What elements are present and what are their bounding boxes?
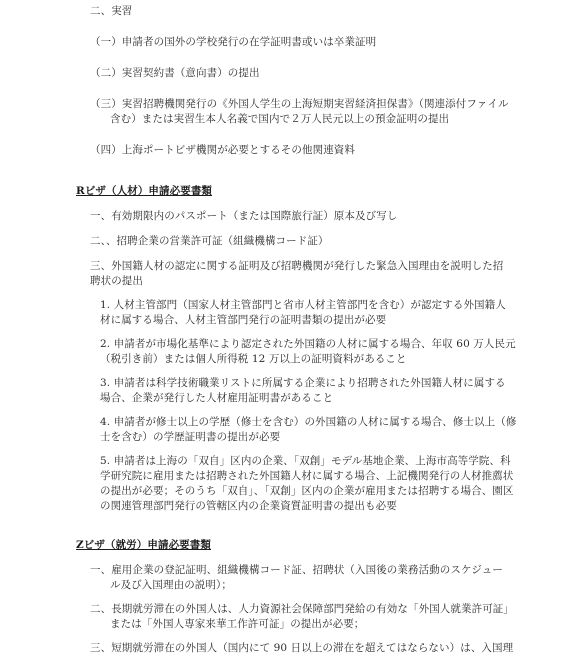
r-visa-line-1: 一、有効期限内のパスポート（または国際旅行証）原本及び写し — [90, 210, 398, 222]
internship-item-1: （一）申請者の国外の学校発行の在学証明書或いは卒業証明 — [90, 36, 377, 48]
r-visa-line-4: 聘状の提出 — [90, 275, 143, 287]
z-visa-line-4: または「外国人専家来華工作許可証」の提出が必要； — [110, 618, 365, 630]
r-visa-point-3-line-1: 3. 申請者は科学技術職業リストに所属する企業により招聘された外国籍人材に属する — [100, 377, 506, 389]
r-visa-point-4-line-2: 士を含む）の学歴証明書の提出が必要 — [100, 431, 281, 443]
z-visa-line-3: 二、長期就労滞在の外国人は、人力資源社会保障部門発給の有効な「外国人就業許可証」 — [90, 603, 514, 615]
r-visa-heading — [76, 184, 212, 199]
r-visa-point-2-line-1: 2. 申請者が市場化基準により認定された外国籍の人材に属する場合、年収 60 万人民元 — [100, 338, 516, 350]
r-visa-point-5-line-2: 学研究院に雇用または招聘された外国籍人材に属する場合、上記機関発行の人材推薦状 — [100, 470, 514, 482]
r-visa-line-2: 二、、招聘企業の営業許可証（組織機構コード証） — [90, 235, 329, 247]
r-visa-line-3: 三、外国籍人材の認定に関する証明及び招聘機関が発行した緊急入国理由を説明した招 — [90, 260, 504, 272]
r-visa-point-1-line-1: 1. 人材主管部門（国家人材主管部門と省市人材主管部門を含む）が認定する外国籍人 — [100, 299, 506, 311]
z-visa-line-5: 三、短期就労滞在の外国人（国内にて 90 日以上の滞在を超えてはならない）は、入国理 — [90, 642, 514, 654]
internship-item-3-line-1: （三）実習招聘機関発行の《外国人学生の上海短期実習経済担保書》（関連添付ファイル — [90, 98, 509, 110]
r-visa-point-4-line-1: 4. 申請者が修士以上の学歴（修士を含む）の外国籍の人材に属する場合、修士以上（修 — [100, 416, 517, 428]
z-visa-line-1: 一、雇用企業の登記証明、組織機構コード証、招聘状（入国後の業務活動のスケジュー — [90, 564, 503, 576]
z-visa-heading — [76, 538, 211, 553]
internship-item-4: （四）上海ポートビザ機関が必要とするその他関連資料 — [90, 144, 355, 156]
z-visa-heading-text: Zビザ（就労）申請必要書類 — [76, 539, 211, 551]
section-title-internship: 二、実習 — [90, 5, 133, 17]
r-visa-point-5-line-1: 5. 申請者は上海の「双自」区内の企業、「双創」モデル基地企業、上海市高等学院、科 — [100, 455, 511, 467]
internship-item-3-line-2: 含む）または実習生本人名義で国内で２万人民元以上の預金証明の提出 — [110, 113, 450, 125]
internship-item-2: （二）実習契約書（意向書）の提出 — [90, 67, 260, 79]
r-visa-heading-text: Rビザ（人材）申請必要書類 — [76, 185, 213, 197]
r-visa-point-5-line-4: の関連管理部門発行の管轄区内の企業資質証明書の提出も必要 — [100, 500, 397, 512]
r-visa-point-3-line-2: 場合、企業が発行した人材雇用証明書があること — [100, 392, 334, 404]
r-visa-point-2-line-2: （税引き前）または個人所得税 12 万以上の証明資料があること — [100, 353, 407, 365]
r-visa-point-1-line-2: 材に属する場合、人材主管部門発行の証明書類の提出が必要 — [100, 314, 387, 326]
z-visa-line-2: ル及び入国理由の説明）； — [110, 579, 232, 591]
r-visa-point-5-line-3: の提出が必要；そのうち「双自」、「双創」区内の企業が雇用または招聘する場合、園区 — [100, 485, 514, 497]
